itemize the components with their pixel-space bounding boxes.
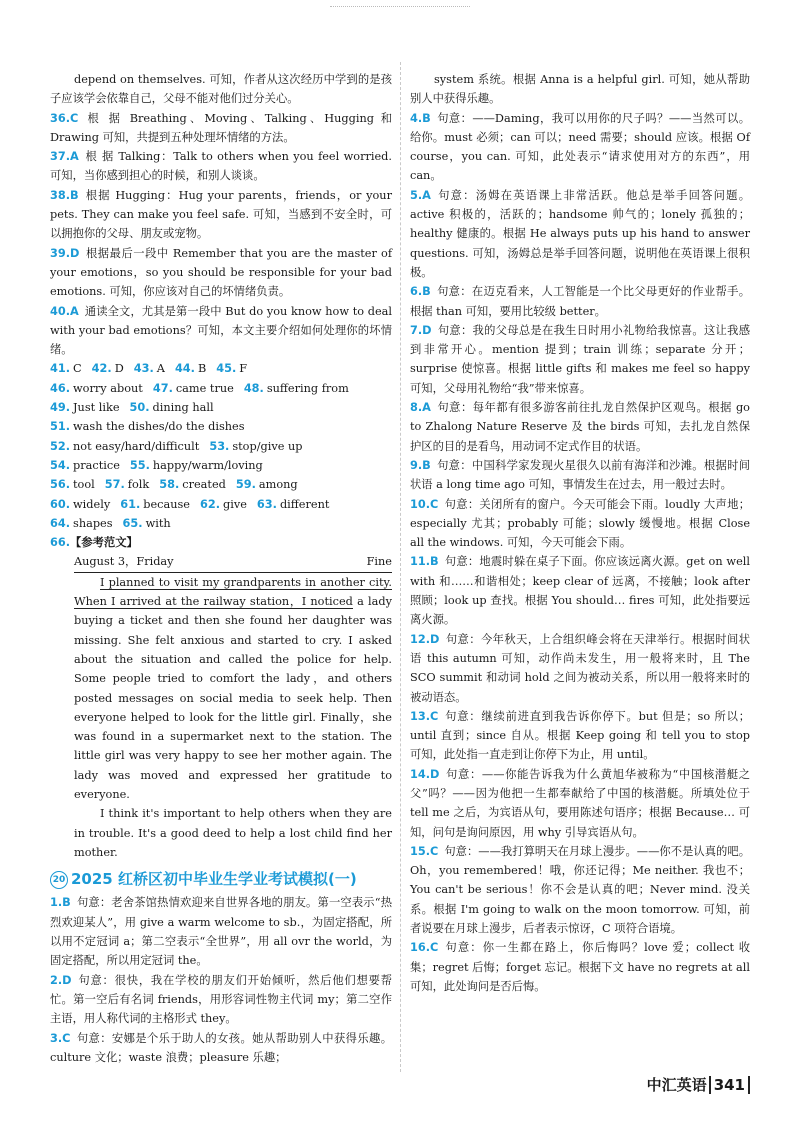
short-answer xyxy=(50,420,245,433)
answer-number: 42. xyxy=(91,362,112,376)
short-answer-row xyxy=(50,514,392,533)
answer-number: 56. xyxy=(50,478,71,492)
answer-item xyxy=(50,971,392,1029)
essay-paragraph-2: I think it's important to help others when they are in trouble. It's a good deed to help a lost child find her mother. xyxy=(74,807,392,859)
short-answer xyxy=(257,498,329,511)
answer-explanation: 句意：今年秋天，上合组织峰会将在天津举行。根据时间状语 this autumn 可知，动作尚未发生，用一般将来时，且 The SCO summit 和动词 hold 之间为被动关系，所以用一般将来时的被动语态。 xyxy=(410,632,750,704)
left-answer-list xyxy=(50,109,392,360)
column-divider xyxy=(400,62,401,1072)
short-answer-row xyxy=(50,359,392,378)
short-answer xyxy=(50,517,113,530)
answer-number: 54. xyxy=(50,458,71,472)
section-heading xyxy=(50,870,392,889)
answer-choice: B xyxy=(430,555,439,569)
answer-text: created xyxy=(182,478,226,492)
answer-item xyxy=(410,765,750,842)
answer-text: suffering from xyxy=(266,381,349,395)
answer-explanation: 根 据 Talking：Talk to others when you feel worried. 可知，当你感到担心的时候，和别人谈谈。 xyxy=(50,150,392,183)
answer-item xyxy=(50,147,392,186)
answer-explanation: 根据最后一段中 Remember that you are the master of your emotions，so you should be responsible for your bad emotions. 可知，你应该对自己的坏情绪负责。 xyxy=(50,246,392,299)
answer-number: 12. xyxy=(410,632,431,646)
answer-text: tool xyxy=(73,478,95,492)
answer-choice: B xyxy=(422,111,431,125)
answer-choice: D xyxy=(430,767,440,781)
answer-text: Just like xyxy=(73,401,120,415)
short-answer xyxy=(50,478,95,491)
answer-item xyxy=(50,186,392,244)
answer-explanation: 句意：很快，我在学校的朋友们开始倾听，然后他们想要帮忙。第一空后有名词 friends，用形容词性物主代词 my；第二空作主语，用人称代词的主格形式 they。 xyxy=(50,973,392,1026)
answer-number: 36. xyxy=(50,111,71,125)
answer-text: stop/give up xyxy=(232,439,303,453)
answer-number: 64. xyxy=(50,516,71,530)
essay-header-line xyxy=(74,552,392,572)
answer-text: C xyxy=(73,362,82,376)
answer-number: 59. xyxy=(235,478,256,492)
answer-choice: C xyxy=(62,1031,71,1045)
answer-text: give xyxy=(223,497,247,511)
answer-explanation: 句意：中国科学家发现火星很久以前有海洋和沙滩。根据时间状语 a long time ago 可知，事情发生在过去，用一般过去时。 xyxy=(410,458,750,492)
answer-item xyxy=(410,186,750,282)
answer-number: 60. xyxy=(50,497,71,511)
answer-text: because xyxy=(143,497,190,511)
answer-choice: D xyxy=(430,632,440,646)
answer-number: 62. xyxy=(199,497,220,511)
answer-item xyxy=(50,109,392,148)
short-answer-row xyxy=(50,456,392,475)
section-title: 2025 红桥区初中毕业生学业考试模拟(一) xyxy=(71,870,357,889)
short-answer-row xyxy=(50,398,392,417)
right-intro: system 系统。根据 Anna is a helpful girl. 可知，她从帮助别人中获得乐趣。 xyxy=(410,73,750,106)
answer-number: 52. xyxy=(50,439,71,453)
footer-brand: 中汇英语 xyxy=(646,1076,707,1094)
right-column xyxy=(410,70,750,996)
answer-number: 15. xyxy=(410,844,431,858)
essay-number: 66. xyxy=(50,536,71,550)
answer-item xyxy=(50,302,392,360)
right-answer-list xyxy=(410,109,750,997)
answer-choice: B xyxy=(70,188,79,202)
answer-explanation: 句意：在迈克看来，人工智能是一个比父母更好的作业帮手。根据 than 可知，要用比较级 better。 xyxy=(410,285,750,318)
answer-item xyxy=(410,552,750,629)
left-column xyxy=(50,70,392,1067)
answer-explanation: 句意：继续前进直到我告诉你停下。but 但是；so 所以；until 直到；since 自从。根据 Keep going 和 tell you to stop 可知，此处指一直走到让你停下为止，用 until。 xyxy=(410,709,750,762)
short-answer xyxy=(50,401,120,414)
answer-choice: C xyxy=(70,111,79,125)
answer-number: 11. xyxy=(410,555,431,569)
short-answer xyxy=(50,459,120,472)
answer-number: 49. xyxy=(50,401,71,415)
page-number: 341 xyxy=(709,1076,750,1094)
answer-number: 6. xyxy=(410,285,423,299)
answer-explanation: 句意：关闭所有的窗户。今天可能会下雨。loudly 大声地；especially 尤其；probably 可能；slowly 缓慢地。根据 Close all the windows. 可知，今天可能会下雨。 xyxy=(410,497,750,550)
answer-choice: B xyxy=(62,896,71,910)
short-answer-row xyxy=(50,379,392,398)
answer-number: 44. xyxy=(174,362,195,376)
answer-number: 41. xyxy=(50,362,71,376)
answer-choice: D xyxy=(62,973,72,987)
essay-body xyxy=(74,573,392,862)
short-answer xyxy=(92,362,124,375)
answer-explanation: 句意：地震时躲在桌子下面。你应该远离火源。get on well with 和……和谐相处；keep clear of 远离，不接触；look after 照顾；look up 查找。根据 You should… fires 可知，此处指要远离火源。 xyxy=(410,555,750,627)
answer-number: 14. xyxy=(410,767,431,781)
answer-number: 2. xyxy=(50,973,63,987)
answer-choice: C xyxy=(430,941,439,955)
essay-date: August 3，Friday xyxy=(74,555,174,569)
answer-number: 57. xyxy=(104,478,125,492)
answer-explanation: 句意：你一生都在路上，你后悔吗？love 爱；collect 收集；regret 后悔；forget 忘记。根据下文 have no regrets at all 可知，此处询问是否后悔。 xyxy=(410,941,750,993)
answer-explanation: 句意：老舍茶馆热情欢迎来自世界各地的朋友。第一空表示“热烈欢迎某人”，用 give a warm welcome to sb.，为固定搭配，所以用不定冠词 a；第二空表示“全世界”，用 all ovr the world，为固定搭配，所以用定冠词 the。 xyxy=(50,896,392,968)
short-answer-row xyxy=(50,495,392,514)
answer-number: 61. xyxy=(120,497,141,511)
answer-text: came true xyxy=(175,381,234,395)
answer-number: 16. xyxy=(410,941,431,955)
answer-number: 9. xyxy=(410,458,423,472)
answer-number: 51. xyxy=(50,420,71,434)
answer-text: different xyxy=(279,497,330,511)
answer-choice: B xyxy=(422,458,431,472)
answer-item xyxy=(410,282,750,321)
answer-explanation: 句意：——Daming，我可以用你的尺子吗？——当然可以。给你。must 必须；can 可以；need 需要；should 应该。根据 Of course，you can. 可知，此处表示“请求使用对方的东西”，用 can。 xyxy=(410,111,750,183)
answer-choice: C xyxy=(430,709,439,723)
answer-item xyxy=(50,1029,392,1068)
answer-text: not easy/hard/difficult xyxy=(73,439,200,453)
answer-text: with xyxy=(145,516,171,530)
answer-number: 58. xyxy=(159,478,180,492)
answer-explanation: 句意：我的父母总是在我生日时用小礼物给我惊喜。这让我感到非常开心。mention 提到；train 训练；separate 分开；surprise 使惊喜。根据 little gifts 和 makes me feel so happy 可知，父母用礼物给“我”带来惊喜。 xyxy=(410,323,750,395)
answer-number: 50. xyxy=(129,401,150,415)
short-answer xyxy=(200,498,247,511)
answer-number: 39. xyxy=(50,246,71,260)
essay-title: 【参考范文】 xyxy=(70,535,138,550)
answer-item xyxy=(410,495,750,553)
short-answer xyxy=(134,362,165,375)
answer-explanation: 句意：汤姆在英语课上非常活跃。他总是举手回答问题。active 积极的，活跃的；handsome 帅气的；lonely 孤独的；healthy 健康的。根据 He always puts up his hand to answer questions. 可知，汤姆总是举手回答问题，说明他在英语课上很积极。 xyxy=(410,188,750,279)
short-answer xyxy=(130,401,214,414)
short-answer xyxy=(123,517,171,530)
answer-choice: A xyxy=(422,401,431,415)
answer-item xyxy=(410,456,750,495)
answer-number: 1. xyxy=(50,896,63,910)
answer-number: 47. xyxy=(152,381,173,395)
answer-item xyxy=(410,109,750,186)
answer-number: 63. xyxy=(256,497,277,511)
answer-text: B xyxy=(197,362,207,376)
answer-number: 3. xyxy=(50,1031,63,1045)
answer-item xyxy=(50,244,392,302)
answer-text: folk xyxy=(127,478,150,492)
answer-choice: D xyxy=(422,323,432,337)
answer-item xyxy=(410,707,750,765)
answer-number: 7. xyxy=(410,323,423,337)
answer-item xyxy=(410,398,750,456)
answer-number: 43. xyxy=(133,362,154,376)
answer-number: 40. xyxy=(50,304,71,318)
answer-choice: B xyxy=(422,285,431,299)
short-answer xyxy=(50,362,82,375)
section-number-badge: 20 xyxy=(50,871,68,889)
answer-number: 38. xyxy=(50,188,71,202)
answer-number: 13. xyxy=(410,709,431,723)
answer-choice: C xyxy=(430,497,439,511)
answer-text: shapes xyxy=(73,516,113,530)
answer-number: 10. xyxy=(410,497,431,511)
answer-explanation: 句意：——你能告诉我为什么黄旭华被称为“中国核潜艇之父”吗？——因为他把一生都奉献给了中国的核潜艇。所填处位于 tell me 之后，为宾语从句，要用陈述句语序；根据 Because… 可知，问句是询问原因，用 why 引导宾语从句。 xyxy=(410,767,750,839)
essay-block xyxy=(50,533,392,862)
answer-explanation: 根 据 Breathing、Moving、Talking、Hugging 和 Drawing 可知，共提到五种处理坏情绪的方法。 xyxy=(50,111,392,144)
short-answer xyxy=(50,498,110,511)
left-intro: depend on themselves. 可知，作者从这次经历中学到的是孩子应该学会依靠自己，父母不能对他们过分关心。 xyxy=(50,73,392,106)
answer-number: 46. xyxy=(50,381,71,395)
short-answer xyxy=(216,362,247,375)
answer-choice: A xyxy=(70,150,79,164)
essay-weather: Fine xyxy=(366,555,392,569)
short-answer xyxy=(130,459,263,472)
answer-number: 37. xyxy=(50,150,71,164)
answer-item xyxy=(410,938,750,996)
answer-text: among xyxy=(258,478,298,492)
short-answer-row xyxy=(50,437,392,456)
answer-choice: A xyxy=(70,304,79,318)
answer-number: 4. xyxy=(410,111,423,125)
top-binding-mark xyxy=(330,6,470,15)
answer-text: wash the dishes/do the dishes xyxy=(73,420,245,434)
page-footer xyxy=(647,1074,750,1095)
answer-text: dining hall xyxy=(152,401,214,415)
answer-text: worry about xyxy=(73,381,143,395)
answer-item xyxy=(410,842,750,938)
answer-item xyxy=(410,321,750,398)
answer-text: widely xyxy=(73,497,111,511)
answer-text: practice xyxy=(73,458,120,472)
essay-underlined-opening: I planned to visit my grandparents in another city. When I arrived at the railway station，I noticed xyxy=(74,575,392,609)
answer-choice: A xyxy=(422,188,431,202)
answer-number: 53. xyxy=(209,439,230,453)
answer-explanation: 通读全文，尤其是第一段中 But do you know how to deal with your bad emotions？可知，本文主要介绍如何处理你的坏情绪。 xyxy=(50,304,392,357)
short-answer xyxy=(105,478,149,491)
short-answer xyxy=(50,382,143,395)
answer-item xyxy=(50,893,392,970)
short-answer-row xyxy=(50,417,392,436)
short-answer xyxy=(159,478,226,491)
short-answer xyxy=(153,382,234,395)
answer-item xyxy=(410,630,750,707)
answer-text: A xyxy=(156,362,165,376)
answer-choice: D xyxy=(70,246,80,260)
short-answer xyxy=(50,440,199,453)
answer-text: happy/warm/loving xyxy=(152,458,263,472)
answer-number: 48. xyxy=(243,381,264,395)
answer-explanation: 句意：安娜是个乐于助人的女孩。她从帮助别人中获得乐趣。culture 文化；waste 浪费；pleasure 乐趣； xyxy=(50,1031,392,1064)
short-answer xyxy=(120,498,190,511)
answer-number: 45. xyxy=(216,362,237,376)
essay-paragraph-1-rest: a lady buying a ticket and then she found her daughter was missing. She felt anxious and started to cry. I asked about the situation and called the police for help. Some people tried to comfort the lady，and others posted messages on social media to seek help. Then everyone helped to look for the little girl. Finally，she was found in a supermarket next to the station. The little girl was very happy to see her mother again. The lady was moved and expressed her gratitude to everyone. xyxy=(74,595,392,801)
short-answer-row xyxy=(50,475,392,494)
short-answer xyxy=(244,382,349,395)
answer-explanation: 根据 Hugging：Hug your parents，friends，or your pets. They can make you feel safe. 可知，当感到不安全时，可以拥抱你的父母、朋友或宠物。 xyxy=(50,188,392,241)
answer-choice: C xyxy=(430,844,439,858)
answer-number: 55. xyxy=(129,458,150,472)
answer-number: 5. xyxy=(410,188,423,202)
short-answer xyxy=(175,362,206,375)
short-answer xyxy=(236,478,298,491)
answer-explanation: 句意：——我打算明天在月球上漫步。——你不是认真的吧。Oh，you remembered！哦，你还记得；Me neither. 我也不；You can't be serious！你不会是认真的吧；Never mind. 没关系。根据 I'm going to walk on the moon tomorrow. 可知，前者说要在月球上漫步，后者表示惊讶，C 项符合语境。 xyxy=(410,844,750,936)
short-answer xyxy=(209,440,302,453)
answer-number: 8. xyxy=(410,401,423,415)
section-answer-list xyxy=(50,893,392,1067)
answer-number: 65. xyxy=(122,516,143,530)
answer-text: F xyxy=(239,362,248,376)
answer-text: D xyxy=(114,362,124,376)
answer-explanation: 句意：每年都有很多游客前往扎龙自然保护区观鸟。根据 go to Zhalong Nature Reserve 及 the birds 可知，去扎龙自然保护区的目的是看鸟，用动词不定式作目的状语。 xyxy=(410,401,750,453)
short-answer-list xyxy=(50,359,392,533)
essay-paragraph-1 xyxy=(74,573,392,805)
